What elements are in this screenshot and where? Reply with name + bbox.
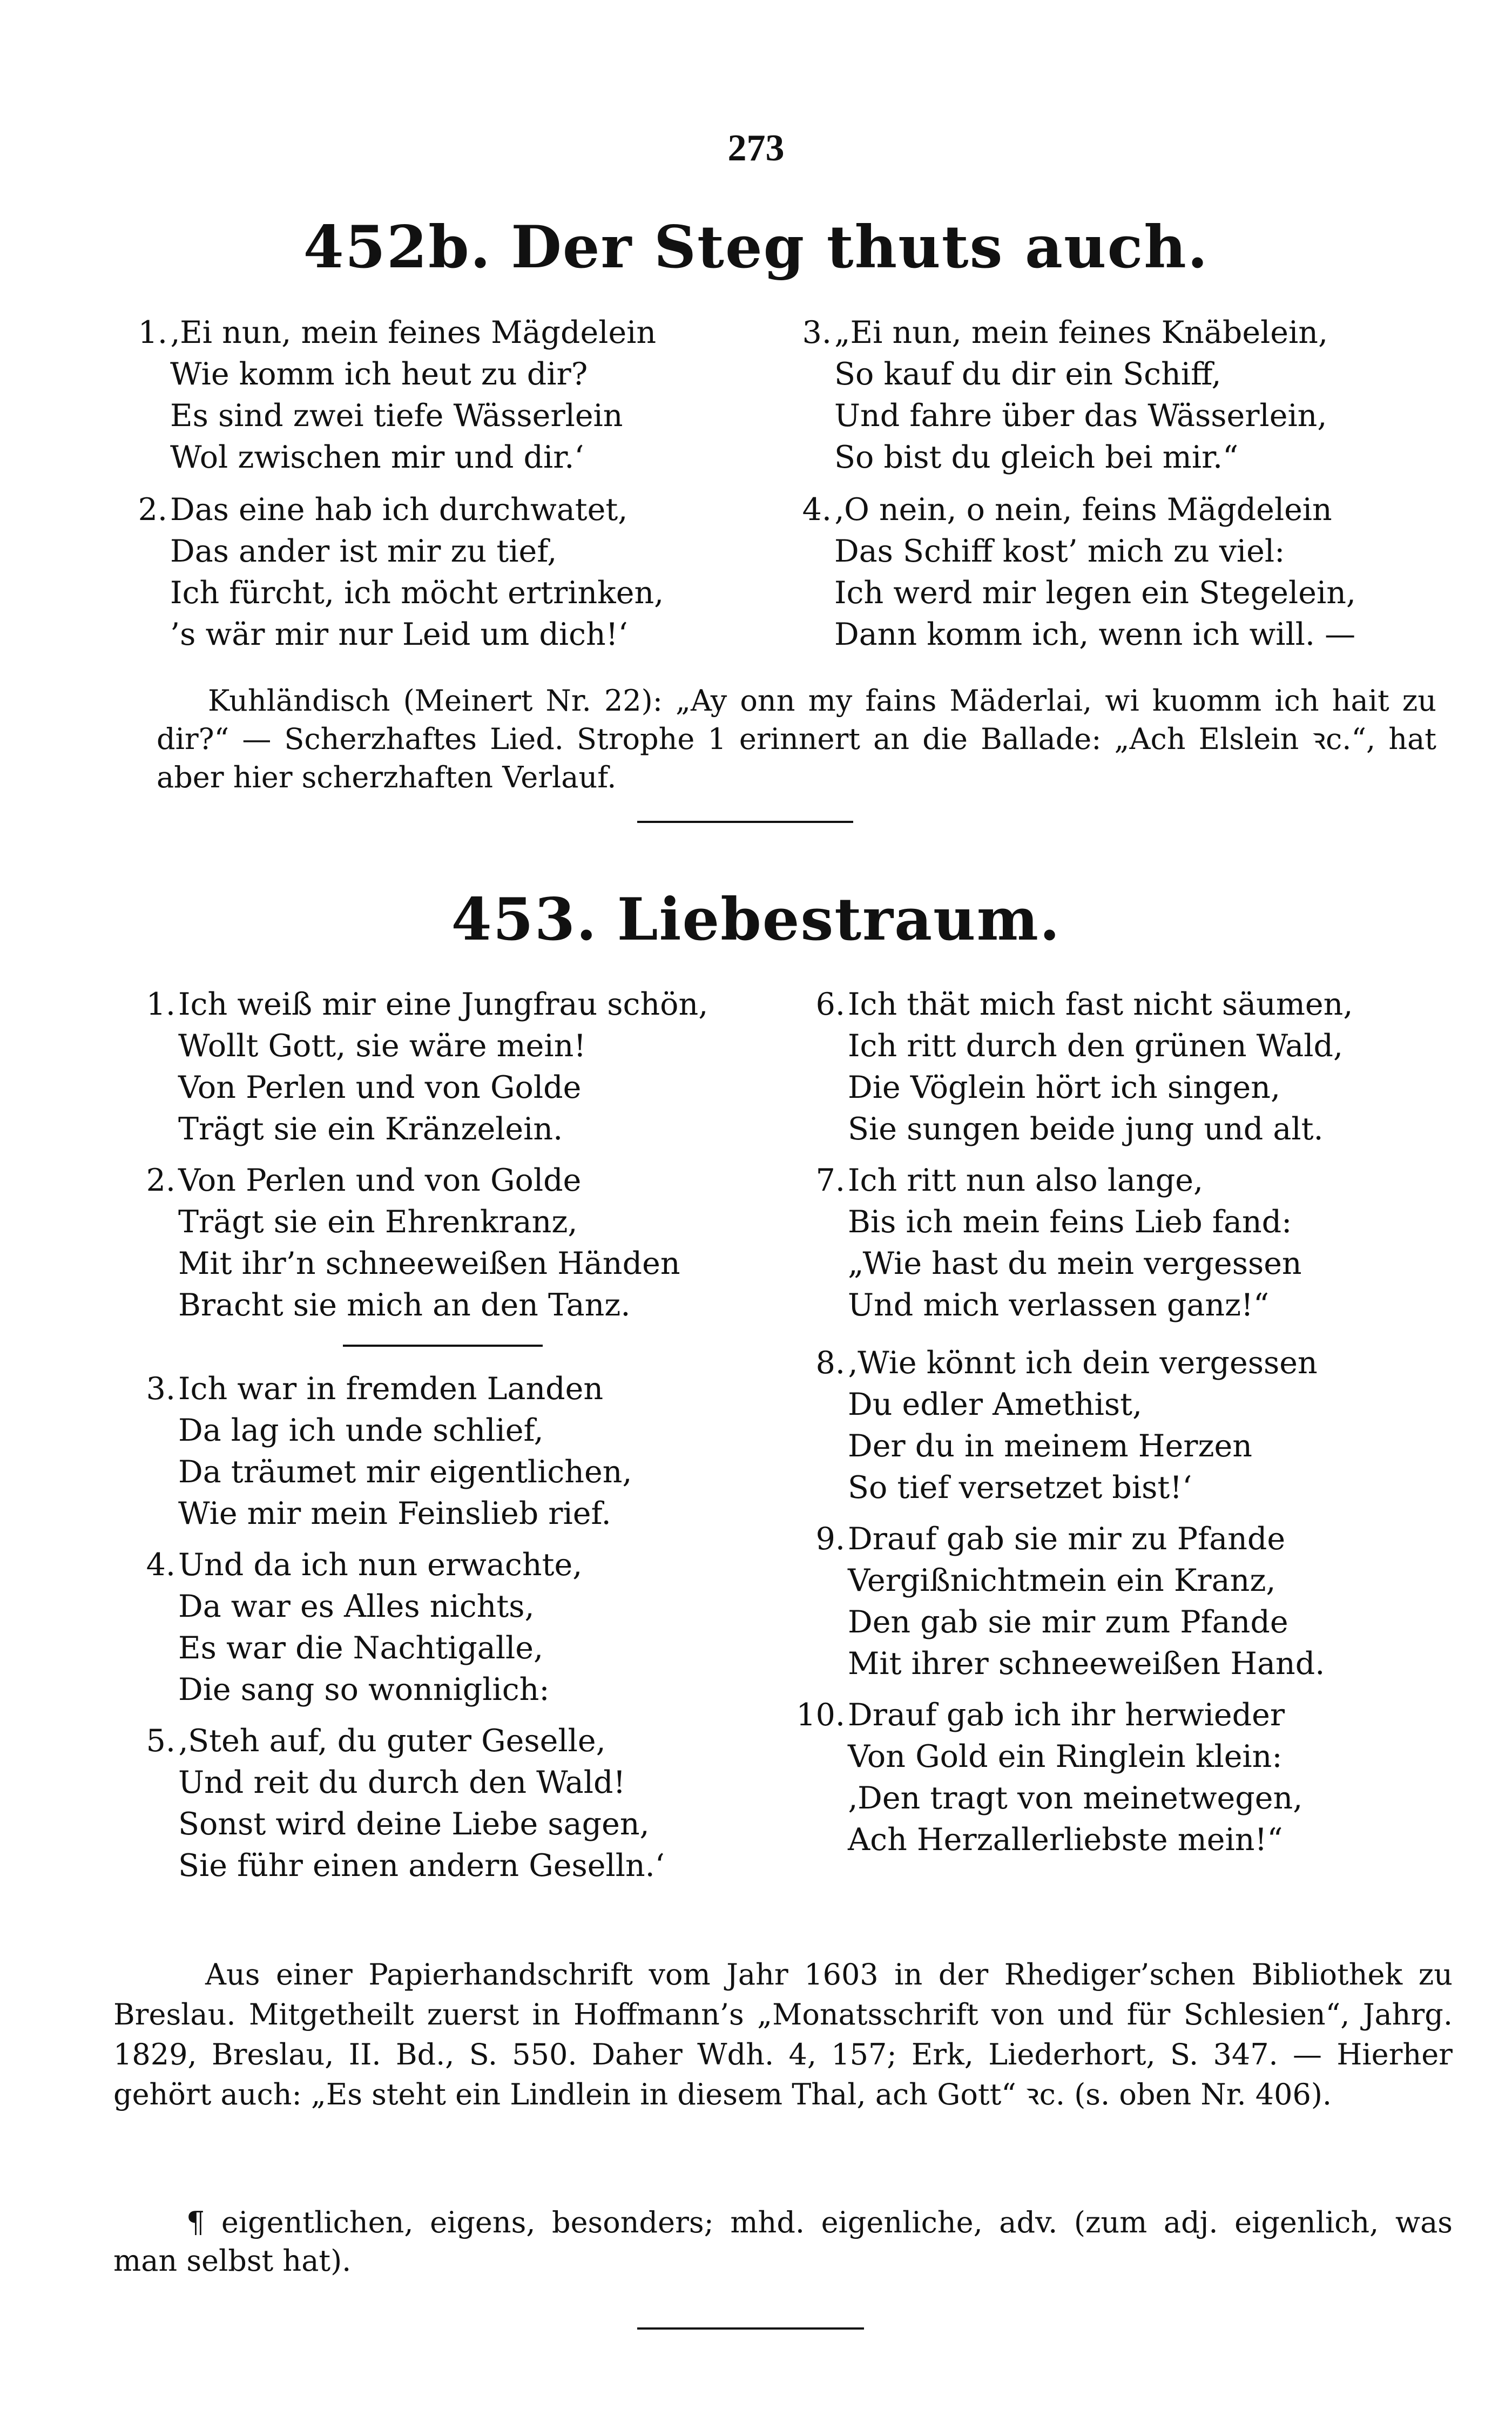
song-453-number: 453. [451, 886, 598, 954]
verse-line: Sie sungen beide jung und alt. [848, 1111, 1324, 1147]
verse-line: Das Schiff kost’ mich zu viel: [834, 534, 1285, 569]
song-452-source-note: Kuhländisch (Meinert Nr. 22): „Ay onn my fains Mäderlai, wi kuomm ich hait zu dir?“ — Scherzhaftes Lied. Strophe 1 erinnert an die Ballade: „Ach Elslein ꝛc.“, hat aber hier scherzhaften Verlauf. [157, 684, 1436, 794]
stanza-number: 1. [138, 315, 167, 350]
verse-line: „Wie hast du mein vergessen [848, 1246, 1302, 1281]
stanza-divider [343, 1345, 543, 1347]
verse-line: Von Perlen und von Golde [178, 1163, 582, 1198]
stanza-453-6 [791, 984, 1353, 1150]
verse-line: Mit ihrer schneeweißen Hand. [848, 1646, 1325, 1682]
stanza-number: 9. [815, 1521, 845, 1557]
stanza-number: 6. [815, 987, 845, 1022]
verse-line: Ich thät mich fast nicht säumen, [848, 987, 1353, 1022]
verse-line: Der du in meinem Herzen [848, 1428, 1252, 1464]
song-452-right-column [778, 312, 1356, 656]
verse-line: So kauf du dir ein Schiff, [834, 356, 1221, 392]
stanza-452-1 [113, 312, 664, 478]
verse-line: ‚Den tragt von meinetwegen, [848, 1780, 1303, 1816]
verse-line: Bracht sie mich an den Tanz. [178, 1287, 631, 1323]
verse-line: ‚Wie könnt ich dein vergessen [848, 1345, 1318, 1381]
verse-line: Wie mir mein Feinslieb rief. [178, 1496, 611, 1531]
stanza-number: 4. [802, 492, 832, 528]
verse-line: Drauf gab ich ihr herwieder [848, 1697, 1285, 1733]
verse-line: Von Gold ein Ringlein klein: [848, 1739, 1282, 1774]
verse-line: Drauf gab sie mir zu Pfande [848, 1521, 1286, 1557]
verse-line: ‚Steh auf, du guter Geselle, [178, 1723, 606, 1759]
section-divider [637, 821, 853, 823]
verse-line: Das eine hab ich durchwatet, [170, 492, 628, 528]
stanza-number: 5. [146, 1723, 176, 1759]
stanza-452-3 [778, 312, 1356, 478]
verse-line: „Ei nun, mein feines Knäbelein, [834, 315, 1328, 350]
stanza-number: 3. [146, 1371, 176, 1407]
stanza-452-2 [113, 489, 664, 656]
verse-line: Wie komm ich heut zu dir? [170, 356, 588, 392]
verse-line: Da lag ich unde schlief, [178, 1413, 544, 1448]
verse-line: Sonst wird deine Liebe sagen, [178, 1806, 650, 1842]
verse-line: Trägt sie ein Kränzelein. [178, 1111, 563, 1147]
song-453-left-column [122, 984, 708, 1887]
verse-line: Bis ich mein feins Lieb fand: [848, 1204, 1292, 1240]
verse-line: Da war es Alles nichts, [178, 1589, 535, 1624]
verse-line: Ich fürcht, ich möcht ertrinken, [170, 575, 664, 611]
stanza-452-4 [778, 489, 1356, 656]
verse-line: Ich weiß mir eine Jungfrau schön, [178, 987, 708, 1022]
verse-line: Und fahre über das Wässerlein, [834, 398, 1327, 434]
stanza-number: 1. [146, 987, 176, 1022]
stanza-453-8 [791, 1342, 1353, 1509]
verse-line: Vergißnichtmein ein Kranz, [848, 1563, 1276, 1598]
verse-line: ‚Ei nun, mein feines Mägdelein [170, 315, 657, 350]
verse-line: Ich war in fremden Landen [178, 1371, 604, 1407]
verse-line: Die Vöglein hört ich singen, [848, 1070, 1281, 1105]
song-453-source-note: Aus einer Papierhandschrift vom Jahr 1603 in der Rhediger’schen Bibliothek zu Breslau. Mitgetheilt zuerst in Hoffmann’s „Monatsschrift von und für Schlesien“, Jahrg. 1829, Breslau, II. Bd., S. 550. Daher Wdh. 4, 157; Erk, Liederhort, S. 347. — Hierher gehört auch: „Es steht ein Lindlein in diesem Thal, ach Gott“ ꝛc. (s. oben Nr. 406). [113, 1958, 1453, 2111]
verse-line: Du edler Amethist, [848, 1387, 1143, 1422]
verse-line: Da träumet mir eigentlichen, [178, 1454, 632, 1490]
stanza-453-3 [122, 1368, 708, 1535]
stanza-number: 10. [796, 1697, 845, 1733]
verse-line: So bist du gleich bei mir.“ [834, 440, 1239, 475]
verse-line: Die sang so wonniglich: [178, 1672, 550, 1707]
page-end-divider [637, 2327, 864, 2330]
verse-line: So tief versetzet bist!‘ [848, 1470, 1192, 1506]
stanza-453-4 [122, 1544, 708, 1711]
verse-line: Es sind zwei tiefe Wässerlein [170, 398, 623, 434]
footnote: ¶ eigentlichen, eigens, besonders; mhd. eigenliche, adv. (zum adj. eigenlich, was man selbst hat). [113, 2205, 1453, 2278]
stanza-number: 2. [146, 1163, 176, 1198]
song-453-heading [0, 886, 1512, 954]
song-453-title: Liebestraum. [617, 886, 1061, 954]
stanza-number: 4. [146, 1547, 176, 1583]
verse-line: Wol zwischen mir und dir.‘ [170, 440, 584, 475]
verse-line: Ach Herzallerliebste mein!“ [848, 1822, 1283, 1858]
verse-line: Ich ritt nun also lange, [848, 1163, 1204, 1198]
verse-line: Und mich verlassen ganz!“ [848, 1287, 1270, 1323]
stanza-453-2 [122, 1160, 708, 1326]
page-number: 273 [727, 127, 785, 169]
song-452-number: 452b. [303, 213, 492, 281]
stanza-number: 8. [815, 1345, 845, 1381]
stanza-453-10 [791, 1695, 1353, 1861]
verse-line: Das ander ist mir zu tief, [170, 534, 557, 569]
song-452-heading [0, 213, 1512, 281]
verse-line: Und da ich nun erwachte, [178, 1547, 583, 1583]
verse-line: Ich ritt durch den grünen Wald, [848, 1028, 1344, 1064]
song-453-right-column [791, 984, 1353, 1861]
stanza-453-9 [791, 1518, 1353, 1685]
verse-line: Wollt Gott, sie wäre mein! [178, 1028, 586, 1064]
song-452-title: Der Steg thuts auch. [511, 213, 1209, 281]
stanza-453-1 [122, 984, 708, 1150]
verse-line: Trägt sie ein Ehrenkranz, [178, 1204, 578, 1240]
verse-line: Sie führ einen andern Geselln.‘ [178, 1848, 665, 1884]
stanza-453-5 [122, 1720, 708, 1887]
stanza-number: 7. [815, 1163, 845, 1198]
verse-line: ‚O nein, o nein, feins Mägdelein [834, 492, 1332, 528]
stanza-number: 3. [802, 315, 832, 350]
verse-line: Von Perlen und von Golde [178, 1070, 582, 1105]
verse-line: Den gab sie mir zum Pfande [848, 1604, 1288, 1640]
stanza-number: 2. [138, 492, 167, 528]
song-452-left-column [113, 312, 664, 656]
verse-line: Und reit du durch den Wald! [178, 1765, 626, 1800]
stanza-453-7 [791, 1160, 1353, 1326]
verse-line: ’s wär mir nur Leid um dich!‘ [170, 617, 628, 652]
verse-line: Dann komm ich, wenn ich will. — [834, 617, 1356, 652]
verse-line: Mit ihr’n schneeweißen Händen [178, 1246, 680, 1281]
verse-line: Ich werd mir legen ein Stegelein, [834, 575, 1356, 611]
verse-line: Es war die Nachtigalle, [178, 1630, 544, 1666]
